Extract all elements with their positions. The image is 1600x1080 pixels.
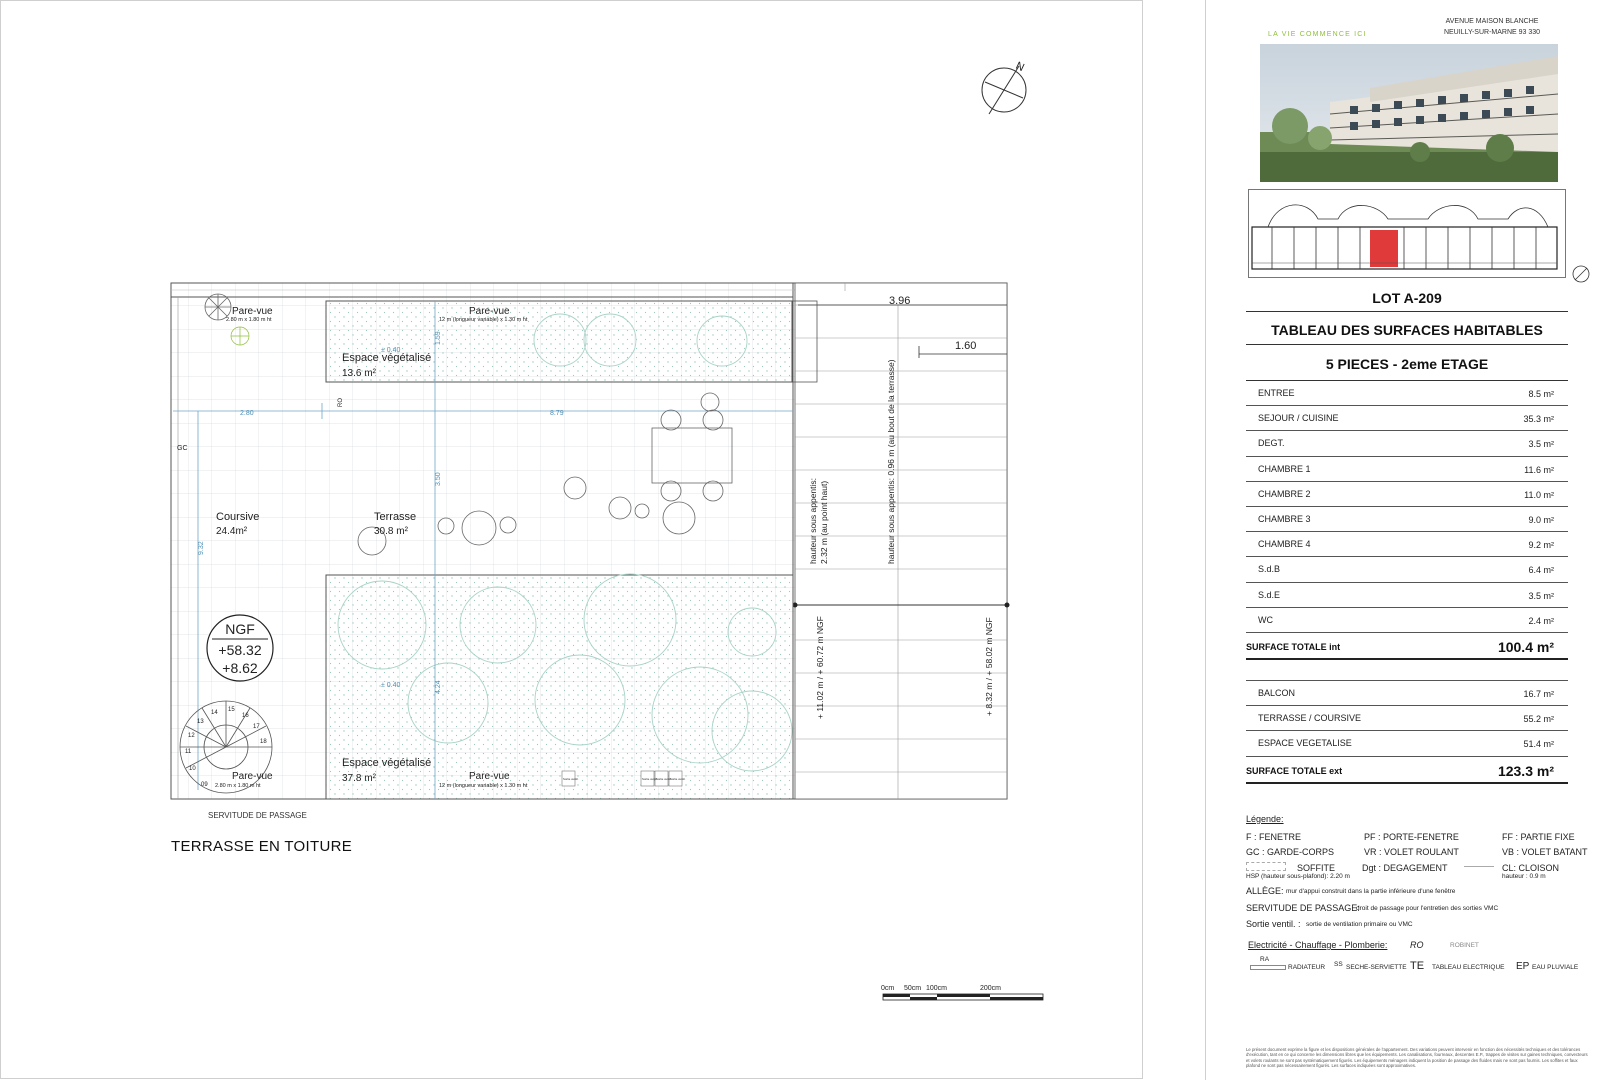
divider <box>1246 344 1568 345</box>
ngf-left: + 11.02 m / + 60.72 m NGF <box>815 616 825 719</box>
legend-elec-title: Electricité - Chauffage - Plomberie: <box>1248 940 1388 950</box>
dim-932: 9.32 <box>198 541 205 555</box>
slogan: LA VIE COMMENCE ICI <box>1268 31 1367 38</box>
total-exterior-label: SURFACE TOTALE ext <box>1246 765 1343 776</box>
total-interior-label: SURFACE TOTALE int <box>1246 641 1341 652</box>
table-row <box>1246 457 1568 482</box>
legend-allege-title: ALLÈGE: <box>1246 886 1284 896</box>
parevue-1-dim: 2.80 m x 1.80 m ht <box>226 317 272 323</box>
stair-step: 13 <box>197 719 204 725</box>
row-value: 3.5 m² <box>1528 439 1554 450</box>
row-value: 9.2 m² <box>1528 540 1554 551</box>
row-value: 16.7 m² <box>1523 689 1554 699</box>
scale-50: 50cm <box>904 985 922 992</box>
row-label: S.d.B <box>1258 564 1281 575</box>
room-green-bottom-area: 37.8 m² <box>342 773 376 784</box>
table-row <box>1246 532 1568 557</box>
table-row <box>1246 706 1568 731</box>
room-coursive-area: 24.4m² <box>216 526 248 537</box>
table-title: TABLEAU DES SURFACES HABITABLES <box>1271 322 1543 338</box>
room-green-top-name: Espace végétalisé <box>342 352 432 364</box>
room-terrasse-area: 30.8 m² <box>374 526 408 537</box>
table-row <box>1246 583 1568 608</box>
total-interior-value: 100.4 m² <box>1497 638 1554 655</box>
row-label: DEGT. <box>1258 438 1285 449</box>
legend-servitude-desc: droit de passage pour l'entretien des sorties VMC <box>1356 905 1499 912</box>
legend-soffite: SOFFITE <box>1297 863 1335 873</box>
row-value: 51.4 m² <box>1523 739 1554 750</box>
row-label: WC <box>1258 614 1273 625</box>
green-area-top <box>326 301 792 382</box>
row-value: 55.2 m² <box>1523 714 1554 725</box>
row-value: 8.5 m² <box>1528 389 1554 399</box>
legend-hsp: HSP (hauteur sous-plafond): 2.20 m <box>1246 873 1350 880</box>
legend-vb: VB : VOLET BATANT <box>1502 847 1588 857</box>
exterior-surfaces-table <box>1246 680 1568 784</box>
legend-dgt: Dgt : DEGAGEMENT <box>1362 863 1448 873</box>
lot-highlight <box>1370 230 1398 267</box>
row-label: CHAMBRE 4 <box>1258 539 1311 550</box>
row-value: 3.5 m² <box>1528 590 1554 601</box>
sortie-label: Sortie ventil. <box>656 777 672 781</box>
stair-step: 10 <box>189 766 196 772</box>
row-value: 11.0 m² <box>1524 489 1554 500</box>
legend-ss: SS <box>1334 961 1343 968</box>
hauteur-2: hauteur sous appentis: 0.96 m (au bout de la terrasse) <box>886 359 896 564</box>
interior-surfaces-table <box>1246 381 1568 660</box>
code-gc: GC <box>177 445 188 452</box>
legend-sortie-desc: sortie de ventilation primaire ou VMC <box>1306 921 1413 928</box>
legend-pf: PF : PORTE-FENETRE <box>1364 832 1459 842</box>
total-interior-row <box>1246 633 1568 660</box>
legend-title: Légende: <box>1246 814 1284 824</box>
parevue-2-label: Pare-vue <box>469 306 510 317</box>
level-top: ± 0.40 <box>381 347 401 354</box>
building-photo <box>1260 44 1558 182</box>
legend-gc: GC : GARDE-CORPS <box>1246 847 1335 857</box>
key-plan <box>1248 189 1566 279</box>
divider <box>1246 311 1568 312</box>
ngf-right: + 8.32 m / + 58.02 m NGF <box>984 617 994 716</box>
parevue-4-dim: 12 m (longueur variable) x 1.30 m ht <box>439 783 528 789</box>
sortie-label: Sortie ventil. <box>670 777 686 781</box>
plan-title: TERRASSE EN TOITURE <box>171 838 353 855</box>
hauteur-1-line1: hauteur sous appentis: <box>808 477 818 564</box>
room-coursive-name: Coursive <box>216 511 260 523</box>
table-row <box>1246 482 1568 507</box>
ngf-value-2: +8.62 <box>222 660 258 676</box>
stair-step: 18 <box>260 739 267 745</box>
total-exterior-value: 123.3 m² <box>1497 762 1554 779</box>
table-row <box>1246 431 1568 456</box>
scale-100: 100cm <box>926 985 948 992</box>
legend-f: F : FENETRE <box>1246 832 1302 842</box>
legend-allege-desc: mur d'appui construit dans la partie inférieure d'une fenêtre <box>1286 888 1456 895</box>
legend-tableau: TABLEAU ELECTRIQUE <box>1432 964 1505 971</box>
row-label: ENTREE <box>1258 388 1295 398</box>
dim-160: 1.60 <box>955 340 977 352</box>
parevue-4-label: Pare-vue <box>469 771 510 782</box>
scale-200: 200cm <box>980 985 1002 992</box>
room-green-top-area: 13.6 m² <box>342 368 376 379</box>
sortie-label: Sortie ventil. <box>642 777 658 781</box>
legend-ra: RA <box>1260 956 1270 963</box>
row-label: CHAMBRE 3 <box>1258 513 1311 524</box>
legend-cl: CL: CLOISON <box>1502 863 1560 873</box>
table-row <box>1246 731 1568 756</box>
dim-396: 3.96 <box>889 295 911 307</box>
stair-step: 12 <box>188 733 195 739</box>
cloison-swatch <box>1464 866 1494 867</box>
dim-424: 4.24 <box>435 680 442 694</box>
parevue-2-dim: 12 m (longueur variable) x 1.30 m ht <box>439 317 528 323</box>
legend-eau: EAU PLUVIALE <box>1532 964 1579 971</box>
total-exterior-row <box>1246 757 1568 784</box>
row-label: ESPACE VEGETALISE <box>1258 738 1352 749</box>
legend-radiateur: RADIATEUR <box>1288 964 1326 971</box>
stair-step: 09 <box>201 782 208 788</box>
dim-159: 1.59 <box>435 331 442 345</box>
parevue-1-label: Pare-vue <box>232 306 273 317</box>
room-terrasse-name: Terrasse <box>374 511 417 523</box>
row-label: CHAMBRE 1 <box>1258 463 1311 474</box>
legend-te: TE <box>1410 960 1425 972</box>
row-label: BALCON <box>1258 688 1296 698</box>
compass-icon <box>1570 263 1592 285</box>
stair-step: 16 <box>242 713 249 719</box>
floor-title: 5 PIECES - 2eme ETAGE <box>1325 356 1489 372</box>
legend-cl-height: hauteur : 0.9 m <box>1502 873 1546 880</box>
stair-step: 17 <box>253 724 260 730</box>
row-value: 11.6 m² <box>1524 464 1554 475</box>
table-row <box>1246 507 1568 532</box>
legend-vr: VR : VOLET ROULANT <box>1364 847 1459 857</box>
sortie-label: Sortie ventil. <box>563 777 579 781</box>
address <box>1432 16 1552 38</box>
parevue-3-label: Pare-vue <box>232 771 273 782</box>
row-label: CHAMBRE 2 <box>1258 488 1311 499</box>
legend-seche: SECHE-SERVIETTE <box>1346 964 1407 971</box>
row-label: SEJOUR / CUISINE <box>1258 413 1339 424</box>
stair-step: 14 <box>211 710 218 716</box>
scale-0: 0cm <box>881 985 895 992</box>
ngf-value-1: +58.32 <box>218 642 262 658</box>
table-row <box>1246 381 1568 406</box>
parevue-3-dim: 2.80 m x 1.80 m ht <box>215 783 261 789</box>
row-value: 6.4 m² <box>1528 565 1554 576</box>
legend-servitude-title: SERVITUDE DE PASSAGE: <box>1246 903 1360 913</box>
row-value: 9.0 m² <box>1528 514 1554 525</box>
table-row <box>1246 608 1568 633</box>
dim-879: 8.79 <box>550 410 564 417</box>
dim-280: 2.80 <box>240 410 254 417</box>
ngf-title: NGF <box>225 621 255 637</box>
row-label: S.d.E <box>1258 589 1281 600</box>
level-bottom: ± 0.40 <box>381 682 401 689</box>
north-label: N <box>1013 59 1027 75</box>
address-line-2: NEUILLY-SUR-MARNE 93 330 <box>1443 29 1541 36</box>
stair-step: 15 <box>228 707 235 713</box>
legend-ff: FF : PARTIE FIXE <box>1502 832 1575 842</box>
radiator-symbol <box>1250 965 1286 970</box>
table-row <box>1246 406 1568 431</box>
address-line-1: AVENUE MAISON BLANCHE <box>1445 18 1539 25</box>
legend-ep: EP <box>1516 961 1530 972</box>
legend-sortie-title: Sortie ventil. : <box>1246 919 1301 929</box>
scale-bar <box>883 994 1043 1000</box>
servitude-label: SERVITUDE DE PASSAGE <box>208 811 307 820</box>
stair-step: 11 <box>185 749 192 755</box>
lot-number: LOT A-209 <box>1372 290 1442 306</box>
soffite-swatch <box>1246 862 1286 871</box>
row-label: TERRASSE / COURSIVE <box>1258 713 1362 724</box>
disclaimer: Le présent document exprime la figure et les dispositions générales de l'appartement. Des variations peuvent intervenir en fonction des nécessités techniques et des tolérances d'exécution, tant en ce qui concerne les dimensions libres que les équipements. Les canalisations, fourreaux, descentes E.P., trappes de visites sur gaines techniques, convecteurs et volets roulants ne sont pas systématiquement figurés. Les équipements ménagers indiquent la position de passage des fluides mais ne sont pas fournis. Les soffites et faux plafond ne sont pas nécessairement figurés. Les surfaces indiquées sont approximatives. <box>1246 1047 1588 1069</box>
hauteur-1-line2: 2.32 m (au point haut) <box>819 480 829 564</box>
legend-robinet: ROBINET <box>1450 942 1479 949</box>
room-green-bottom-name: Espace végétalisé <box>342 757 432 769</box>
dim-350: 3.50 <box>435 472 442 486</box>
row-value: 2.4 m² <box>1528 615 1554 626</box>
table-row <box>1246 557 1568 582</box>
code-ro: RO <box>338 398 344 407</box>
table-row <box>1246 681 1568 706</box>
legend-ro: RO <box>1410 940 1424 950</box>
row-value: 35.3 m² <box>1523 414 1554 425</box>
